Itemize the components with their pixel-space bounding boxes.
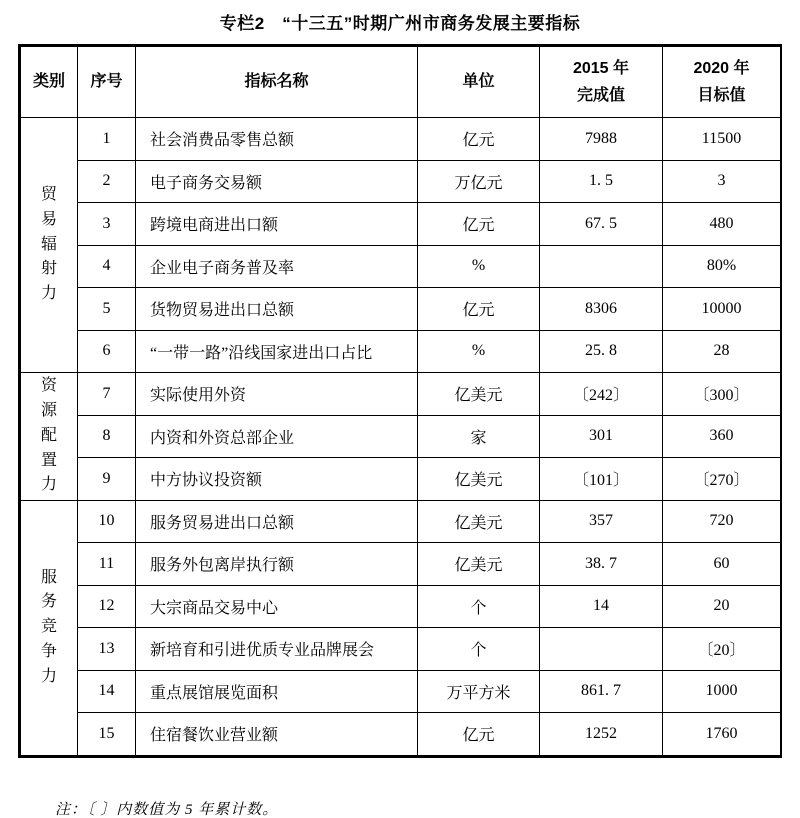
cell-unit: 亿美元 xyxy=(418,458,540,501)
cell-2015: 〔101〕 xyxy=(540,458,663,501)
table-row xyxy=(21,713,781,756)
cell-2015 xyxy=(540,245,663,288)
cell-unit: 亿元 xyxy=(418,713,540,756)
cell-index: 12 xyxy=(78,585,136,628)
cell-unit: 亿元 xyxy=(418,203,540,246)
table-row xyxy=(21,288,781,331)
cell-index: 14 xyxy=(78,670,136,713)
cell-unit: 亿美元 xyxy=(418,543,540,586)
cell-unit: 万亿元 xyxy=(418,160,540,203)
cell-index: 7 xyxy=(78,373,136,416)
cell-2020: 〔300〕 xyxy=(663,373,781,416)
cell-index: 15 xyxy=(78,713,136,756)
cell-2020: 720 xyxy=(663,500,781,543)
cell-name: 服务外包离岸执行额 xyxy=(136,543,418,586)
page-title: 专栏2 “十三五”时期广州市商务发展主要指标 xyxy=(219,14,581,33)
cell-2015 xyxy=(540,628,663,671)
cell-2015: 38. 7 xyxy=(540,543,663,586)
header-row xyxy=(21,47,781,118)
cell-unit: 个 xyxy=(418,585,540,628)
table-row xyxy=(21,203,781,246)
cell-name: 社会消费品零售总额 xyxy=(136,118,418,161)
cell-index: 11 xyxy=(78,543,136,586)
cell-unit: 家 xyxy=(418,415,540,458)
cell-unit: % xyxy=(418,330,540,373)
cell-2020: 1760 xyxy=(663,713,781,756)
cell-unit: 万平方米 xyxy=(418,670,540,713)
category-label: 服务竞争力 xyxy=(40,568,57,685)
category-cell-trade-radiation xyxy=(21,118,78,373)
cell-name: 企业电子商务普及率 xyxy=(136,245,418,288)
cell-2015: 25. 8 xyxy=(540,330,663,373)
cell-index: 4 xyxy=(78,245,136,288)
cell-2020: 20 xyxy=(663,585,781,628)
cell-unit: 亿美元 xyxy=(418,500,540,543)
header-2020-line1: 2020 年 xyxy=(693,59,750,77)
cell-name: 重点展馆展览面积 xyxy=(136,670,418,713)
cell-index: 13 xyxy=(78,628,136,671)
cell-2020: 60 xyxy=(663,543,781,586)
cell-index: 3 xyxy=(78,203,136,246)
header-category: 类别 xyxy=(21,47,78,118)
cell-2015: 1252 xyxy=(540,713,663,756)
category-cell-resource-allocation xyxy=(21,373,78,501)
header-2015-line2: 完成值 xyxy=(576,87,625,104)
cell-name: 货物贸易进出口总额 xyxy=(136,288,418,331)
cell-2015: 8306 xyxy=(540,288,663,331)
cell-name: 住宿餐饮业营业额 xyxy=(136,713,418,756)
cell-unit: 亿美元 xyxy=(418,373,540,416)
cell-2020: 〔20〕 xyxy=(663,628,781,671)
cell-name: 新培育和引进优质专业品牌展会 xyxy=(136,628,418,671)
table-row xyxy=(21,543,781,586)
cell-name: 电子商务交易额 xyxy=(136,160,418,203)
cell-2015: 〔242〕 xyxy=(540,373,663,416)
table-row xyxy=(21,118,781,161)
table-row xyxy=(21,585,781,628)
category-cell-service-competitiveness xyxy=(21,500,78,755)
cell-2020: 11500 xyxy=(663,118,781,161)
cell-2020: 360 xyxy=(663,415,781,458)
table-row xyxy=(21,500,781,543)
cell-unit: 亿元 xyxy=(418,118,540,161)
cell-2020: 1000 xyxy=(663,670,781,713)
table-row xyxy=(21,160,781,203)
header-2015 xyxy=(540,47,663,118)
cell-index: 2 xyxy=(78,160,136,203)
header-2020 xyxy=(663,47,781,118)
cell-unit: 亿元 xyxy=(418,288,540,331)
cell-2015: 861. 7 xyxy=(540,670,663,713)
cell-2015: 357 xyxy=(540,500,663,543)
header-index: 序号 xyxy=(78,47,136,118)
table-row xyxy=(21,415,781,458)
footnote: 注：〔 〕内数值为 5 年累计数。 xyxy=(55,801,279,818)
indicators-table-wrapper xyxy=(18,44,782,758)
table-row xyxy=(21,628,781,671)
table-row xyxy=(21,373,781,416)
cell-2020: 〔270〕 xyxy=(663,458,781,501)
cell-name: 内资和外资总部企业 xyxy=(136,415,418,458)
header-unit: 单位 xyxy=(418,47,540,118)
header-2015-line1: 2015 年 xyxy=(572,59,630,77)
category-label: 资源配置力 xyxy=(40,377,57,494)
header-name: 指标名称 xyxy=(136,47,418,118)
cell-name: 中方协议投资额 xyxy=(136,458,418,501)
cell-2020: 480 xyxy=(663,203,781,246)
cell-2015: 67. 5 xyxy=(540,203,663,246)
cell-index: 5 xyxy=(78,288,136,331)
cell-index: 9 xyxy=(78,458,136,501)
cell-index: 1 xyxy=(78,118,136,161)
cell-2015: 301 xyxy=(540,415,663,458)
cell-index: 8 xyxy=(78,415,136,458)
cell-name: 服务贸易进出口总额 xyxy=(136,500,418,543)
table-row xyxy=(21,670,781,713)
table-row xyxy=(21,330,781,373)
cell-2015: 7988 xyxy=(540,118,663,161)
cell-name: “一带一路”沿线国家进出口占比 xyxy=(136,330,418,373)
indicators-table xyxy=(20,46,781,756)
cell-name: 大宗商品交易中心 xyxy=(136,585,418,628)
category-label: 贸易辐射力 xyxy=(40,186,57,303)
cell-index: 10 xyxy=(78,500,136,543)
cell-2015: 1. 5 xyxy=(540,160,663,203)
cell-2015: 14 xyxy=(540,585,663,628)
cell-name: 实际使用外资 xyxy=(136,373,418,416)
cell-2020: 80% xyxy=(663,245,781,288)
header-2020-line2: 目标值 xyxy=(697,87,746,104)
cell-2020: 3 xyxy=(663,160,781,203)
table-row xyxy=(21,458,781,501)
cell-unit: % xyxy=(418,245,540,288)
cell-2020: 10000 xyxy=(663,288,781,331)
table-row xyxy=(21,245,781,288)
cell-index: 6 xyxy=(78,330,136,373)
cell-unit: 个 xyxy=(418,628,540,671)
cell-2020: 28 xyxy=(663,330,781,373)
cell-name: 跨境电商进出口额 xyxy=(136,203,418,246)
